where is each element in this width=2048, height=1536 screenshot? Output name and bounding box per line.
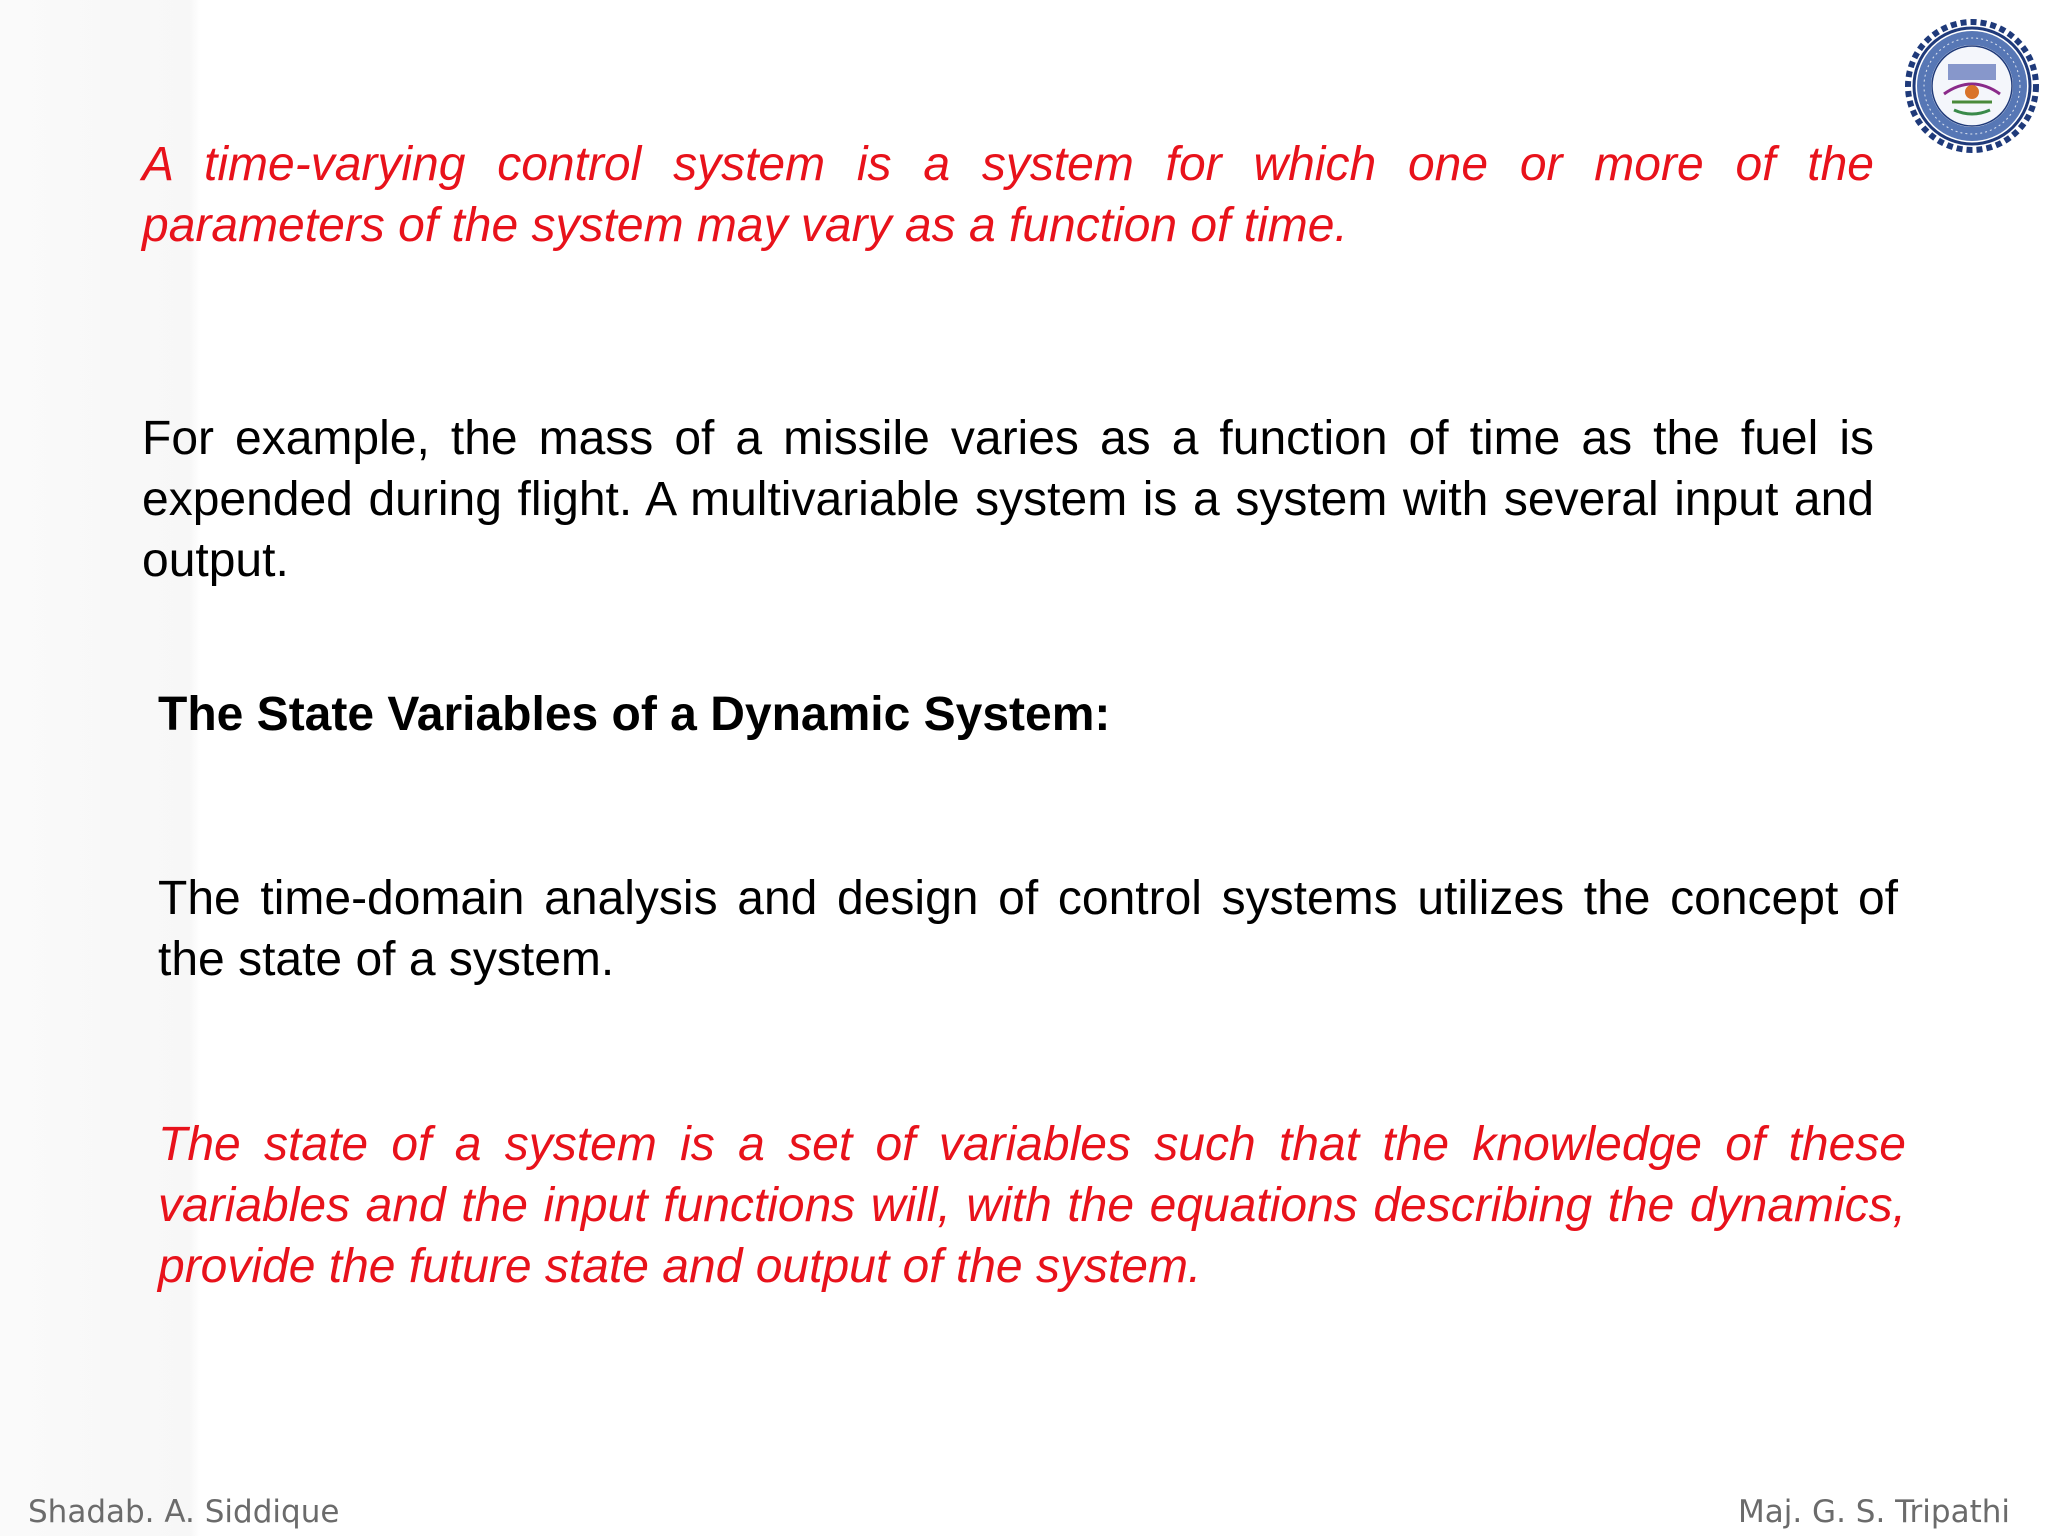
- definition-time-varying: A time-varying control system is a system for which one or more of the parameters of the system may vary as a function of time.: [142, 138, 1874, 252]
- university-seal-icon: [1904, 18, 2040, 154]
- footer-author-right: Maj. G. S. Tripathi: [1737, 1494, 2010, 1530]
- state-concept-paragraph: The time-domain analysis and design of control systems utilizes the concept of the state of a system.: [158, 872, 1898, 986]
- section-heading: The State Variables of a Dynamic System:: [158, 688, 1111, 741]
- footer-author-left: Shadab. A. Siddique: [28, 1494, 340, 1530]
- definition-state: The state of a system is a set of variables such that the knowledge of these variables and the input functions will, with the equations describing the dynamics, provide the future state and output of the system.: [158, 1118, 1906, 1293]
- example-paragraph: For example, the mass of a missile varies as a function of time as the fuel is expended during flight. A multivariable system is a system with several input and output.: [142, 412, 1874, 587]
